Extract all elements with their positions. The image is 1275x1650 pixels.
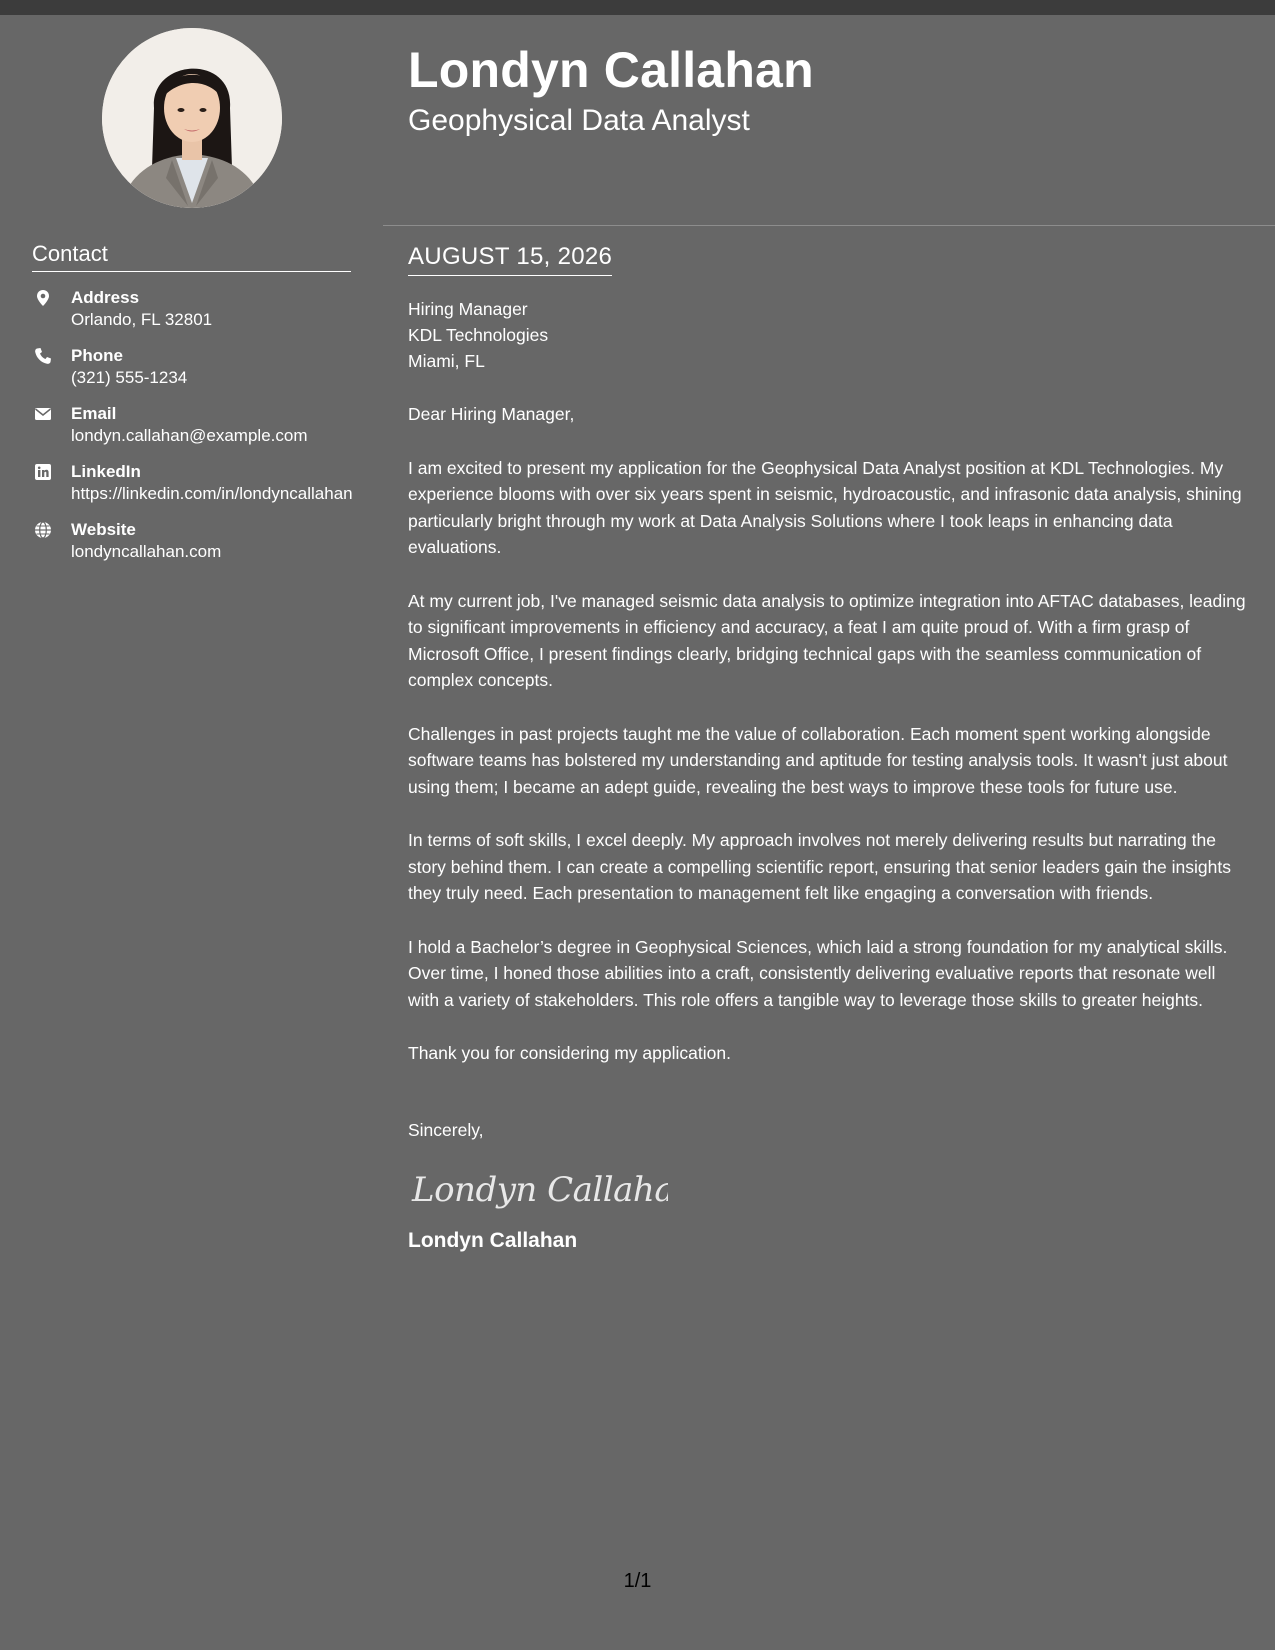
contact-heading: Contact bbox=[32, 241, 351, 272]
contact-label: Address bbox=[71, 288, 140, 307]
salutation: Dear Hiring Manager, bbox=[408, 404, 575, 424]
contact-value: (321) 555-1234 bbox=[71, 368, 188, 387]
contact-label: Website bbox=[71, 520, 136, 539]
job-title: Geophysical Data Analyst bbox=[408, 104, 750, 137]
contact-phone bbox=[32, 345, 362, 389]
contact-email bbox=[32, 403, 362, 447]
contact-value: Orlando, FL 32801 bbox=[71, 310, 213, 329]
letter-paragraph: In terms of soft skills, I excel deeply. My approach involves not merely delivering results but narrating the story behind them. I can create a compelling scientific report, ensuring that senior leaders gain the insights they truly need. Each presentation to management felt like engaging a conversation with friends. bbox=[408, 830, 1231, 903]
map-pin-icon bbox=[34, 289, 52, 307]
letter-body bbox=[408, 243, 1250, 1253]
contact-label: Email bbox=[71, 404, 117, 423]
signed-name: Londyn Callahan bbox=[408, 1228, 578, 1252]
contact-label: LinkedIn bbox=[71, 462, 141, 481]
letter-paragraph: I hold a Bachelor’s degree in Geophysical Sciences, which laid a strong foundation for my analytical skills. Over time, I honed those abilities into a craft, consistently delivering evaluative reports that resonate well with a variety of stakeholders. This role offers a tangible way to leverage those skills to greater heights. bbox=[408, 936, 1228, 1010]
contact-label: Phone bbox=[71, 346, 123, 365]
handwritten-signature bbox=[408, 1159, 1250, 1219]
contact-linkedin bbox=[32, 461, 362, 505]
contact-value[interactable]: londyncallahan.com bbox=[71, 542, 222, 561]
cover-letter-page bbox=[0, 15, 1275, 1650]
letter-date: AUGUST 15, 2026 bbox=[408, 243, 612, 276]
letter-paragraph: At my current job, I've managed seismic data analysis to optimize integration into AFTAC databases, leading to significant improvements in efficiency and accuracy, a feat I am quite proud of. With a firm grasp of Microsoft Office, I present findings clearly, bridging technical gaps with the seamless communication of complex concepts. bbox=[408, 590, 1246, 690]
recipient-line: KDL Technologies bbox=[408, 325, 549, 345]
contact-value[interactable]: londyn.callahan@example.com bbox=[71, 426, 308, 445]
letter-paragraph: Thank you for considering my application. bbox=[408, 1043, 731, 1063]
globe-icon bbox=[34, 521, 52, 539]
header-divider bbox=[383, 225, 1275, 226]
contact-website bbox=[32, 519, 362, 563]
letter-paragraph: Challenges in past projects taught me the value of collaboration. Each moment spent working alongside software teams has bolstered my understanding and aptitude for testing analysis tools. It wasn't just about using them; I became an adept guide, revealing the best ways to improve these tools for future use. bbox=[408, 723, 1228, 797]
page-number: 1/1 bbox=[623, 1570, 652, 1592]
closing: Sincerely, bbox=[408, 1119, 484, 1140]
recipient-block bbox=[408, 296, 1250, 374]
linkedin-icon bbox=[34, 463, 52, 481]
contact-address bbox=[32, 287, 362, 331]
applicant-name: Londyn Callahan bbox=[408, 42, 814, 98]
letter-paragraph: I am excited to present my application for the Geophysical Data Analyst position at KDL Technologies. My experience blooms with over six years spent in seismic, hydroacoustic, and infrasonic data analysis, shining particularly bright through my work at Data Analysis Solutions where I took leaps in enhancing data evaluations. bbox=[408, 457, 1242, 557]
contact-list bbox=[32, 287, 362, 577]
recipient-line: Hiring Manager bbox=[408, 299, 528, 319]
envelope-icon bbox=[34, 405, 52, 423]
signature-text: Londyn Callahan bbox=[412, 1169, 668, 1210]
phone-icon bbox=[34, 347, 52, 365]
sidebar bbox=[0, 15, 383, 1650]
avatar bbox=[102, 28, 282, 208]
contact-value[interactable]: https://linkedin.com/in/londyncallahan bbox=[71, 484, 353, 503]
recipient-line: Miami, FL bbox=[408, 351, 485, 371]
top-bar bbox=[0, 0, 1275, 15]
